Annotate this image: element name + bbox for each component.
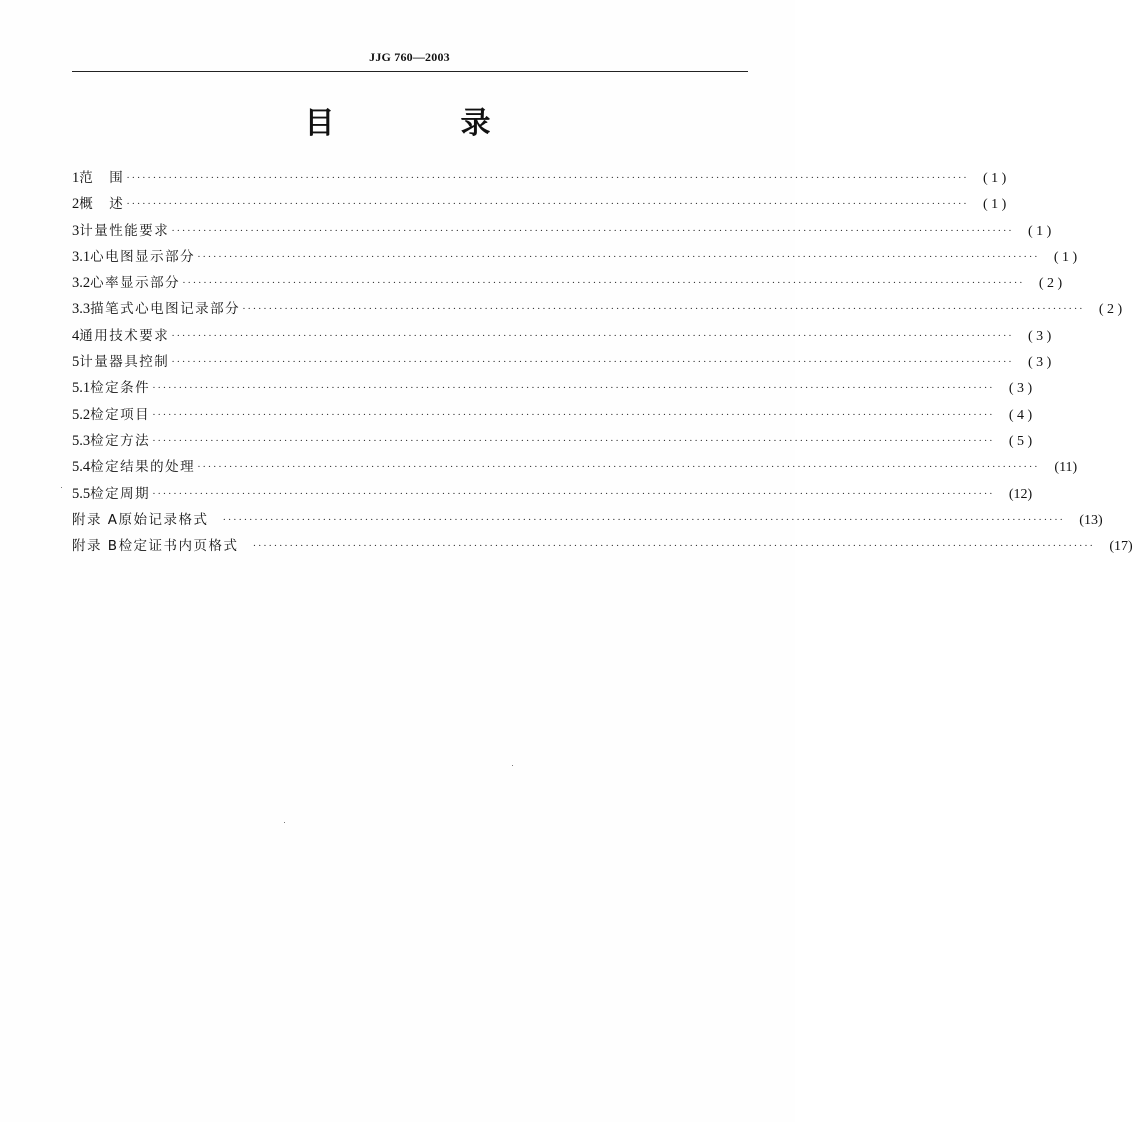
toc-dot-leader: ································································································································································ — [197, 250, 1040, 263]
toc-entry-number: 2 — [72, 196, 80, 213]
toc-entry-label: 通用技术要求 — [79, 327, 170, 344]
toc-entry-number: 5.5 — [72, 485, 91, 502]
scan-speck — [284, 822, 285, 823]
toc-entry-page: ( 4 ) — [1008, 407, 1033, 423]
toc-entry-number: 4 — [72, 327, 80, 344]
toc-entry[interactable] — [72, 218, 1052, 244]
toc-entry-label: 心率显示部分 — [90, 275, 181, 292]
toc-entry[interactable] — [72, 191, 1007, 217]
toc-entry-page: ( 2 ) — [1038, 276, 1063, 292]
toc-dot-leader: ································································································································································ — [222, 513, 1065, 526]
toc-dot-leader: ································································································································································ — [197, 461, 1040, 474]
toc-entry-page: (12) — [1008, 486, 1033, 502]
toc-entry-label: 检定方法 — [90, 432, 151, 449]
toc-entry[interactable] — [72, 349, 1052, 375]
table-of-contents — [72, 165, 1133, 559]
toc-dot-leader: ································································································································································ — [252, 540, 1095, 553]
toc-dot-leader: ································································································································································ — [171, 224, 1014, 237]
toc-entry[interactable] — [72, 296, 1123, 322]
toc-dot-leader: ································································································································································ — [182, 277, 1025, 290]
toc-entry-page: ( 1 ) — [1053, 249, 1078, 265]
toc-entry-number: 5 — [72, 354, 80, 371]
toc-entry[interactable] — [72, 244, 1078, 270]
toc-entry-number: 1 — [72, 170, 80, 186]
toc-dot-leader: ································································································································································ — [171, 356, 1014, 369]
toc-entry-number: 3.2 — [72, 275, 91, 292]
toc-entry-number: 附录 B — [72, 538, 119, 555]
toc-entry-label: 检定周期 — [90, 485, 151, 502]
toc-dot-leader: ································································································································································ — [171, 329, 1014, 342]
toc-entry[interactable] — [72, 533, 1133, 559]
toc-entry-number: 3.3 — [72, 301, 91, 318]
toc-entry[interactable] — [72, 402, 1033, 428]
toc-entry-label: 描笔式心电图记录部分 — [90, 301, 241, 318]
toc-entry-label: 检定结果的处理 — [90, 459, 196, 476]
toc-entry-label: 检定证书内页格式 — [118, 538, 239, 555]
toc-dot-leader: ································································································································································ — [126, 198, 969, 211]
toc-dot-leader: ································································································································································ — [242, 303, 1085, 316]
toc-entry-number: 附录 A — [72, 511, 119, 528]
toc-dot-leader: ································································································································································ — [126, 172, 969, 184]
toc-entry-label: 范 围 — [79, 170, 125, 186]
toc-entry-page: ( 3 ) — [1028, 355, 1052, 371]
toc-entry[interactable] — [72, 481, 1033, 507]
toc-entry-page: ( 1 ) — [983, 171, 1007, 186]
toc-entry-label: 计量器具控制 — [79, 354, 170, 371]
toc-entry[interactable] — [72, 507, 1103, 533]
toc-entry-page: ( 5 ) — [1008, 433, 1033, 449]
toc-entry[interactable] — [72, 165, 1007, 191]
toc-entry-page: (17) — [1109, 539, 1133, 555]
toc-entry-label: 原始记录格式 — [118, 511, 209, 528]
toc-dot-leader: ································································································································································ — [152, 408, 995, 421]
toc-dot-leader: ································································································································································ — [152, 487, 995, 500]
standard-code: JJG 760—2003 — [369, 50, 450, 64]
toc-entry-label: 检定项目 — [90, 406, 151, 423]
toc-dot-leader: ································································································································································ — [152, 382, 995, 395]
page-header — [72, 46, 747, 68]
toc-entry-page: ( 1 ) — [1028, 223, 1052, 239]
header-rule — [72, 71, 748, 72]
toc-entry[interactable] — [72, 323, 1052, 349]
toc-entry-number: 5.3 — [72, 432, 91, 449]
toc-entry-label: 检定条件 — [90, 380, 151, 397]
toc-entry[interactable] — [72, 270, 1063, 296]
scan-speck — [512, 765, 513, 766]
toc-entry-number: 3 — [72, 222, 80, 239]
toc-entry-number: 5.2 — [72, 406, 91, 423]
toc-entry-label: 心电图显示部分 — [90, 248, 196, 265]
toc-entry[interactable] — [72, 428, 1033, 454]
toc-entry-page: (11) — [1054, 460, 1078, 476]
toc-entry-label: 概 述 — [79, 196, 125, 213]
toc-entry-number: 5.4 — [72, 459, 91, 476]
toc-entry-page: ( 2 ) — [1098, 302, 1123, 318]
toc-entry-page: ( 1 ) — [983, 197, 1007, 213]
toc-entry-number: 3.1 — [72, 248, 91, 265]
toc-entry-page: ( 3 ) — [1008, 381, 1033, 397]
toc-entry[interactable] — [72, 454, 1078, 480]
toc-dot-leader: ································································································································································ — [152, 434, 995, 447]
scan-speck — [61, 487, 62, 488]
toc-entry-page: ( 3 ) — [1028, 328, 1052, 344]
toc-entry-number: 5.1 — [72, 380, 91, 397]
toc-entry-label: 计量性能要求 — [79, 222, 170, 239]
toc-entry[interactable] — [72, 375, 1033, 401]
toc-entry-page: (13) — [1079, 512, 1103, 528]
page-title: 目 录 — [304, 106, 539, 141]
